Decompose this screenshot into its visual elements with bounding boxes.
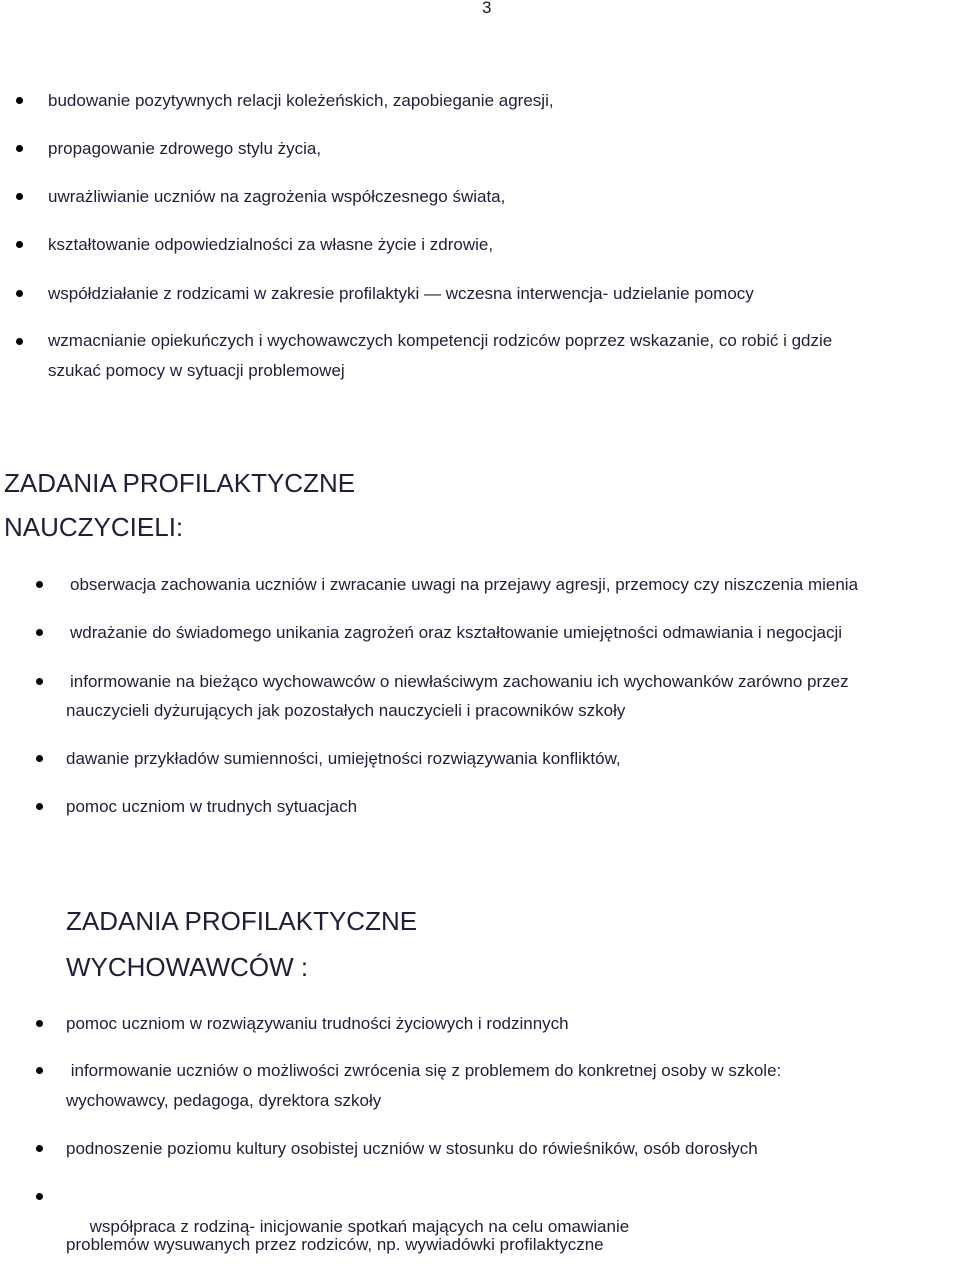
list-item: budowanie pozytywnych relacji koleżeńskich, zapobieganie agresji, bbox=[48, 91, 554, 110]
bullet-icon bbox=[16, 97, 23, 104]
list-item: dawanie przykładów sumienności, umiejętności rozwiązywania konfliktów, bbox=[66, 749, 621, 768]
list-item: współdziałanie z rodzicami w zakresie profilaktyki — wczesna interwencja- udzielanie pomocy bbox=[48, 284, 754, 303]
bullet-icon bbox=[16, 338, 23, 345]
list-item: propagowanie zdrowego stylu życia, bbox=[48, 139, 322, 158]
trailing-paragraph: problemów wysuwanych przez rodziców, np. wywiadówki profilaktyczne bbox=[66, 1235, 604, 1254]
section-heading-teachers-sub: NAUCZYCIELI: bbox=[4, 512, 184, 542]
list-item: wdrażanie do świadomego unikania zagrożeń oraz kształtowanie umiejętności odmawiania i negocjacji bbox=[70, 623, 843, 642]
list-item: podnoszenie poziomu kultury osobistej uczniów w stosunku do rówieśników, osób dorosłych bbox=[66, 1139, 758, 1158]
section-heading-educators-sub: WYCHOWAWCÓW : bbox=[66, 952, 309, 982]
section-heading-educators: ZADANIA PROFILAKTYCZNE bbox=[66, 906, 418, 936]
bullet-icon bbox=[16, 145, 23, 152]
bullet-icon bbox=[16, 193, 23, 200]
bullet-icon bbox=[36, 1193, 43, 1200]
bullet-icon bbox=[36, 1145, 43, 1152]
list-item: obserwacja zachowania uczniów i zwracanie uwagi na przejawy agresji, przemocy czy niszczenia mienia bbox=[70, 575, 859, 594]
bullet-icon bbox=[36, 755, 43, 762]
bullet-icon bbox=[16, 241, 23, 248]
bullet-icon bbox=[36, 803, 43, 810]
page-number: 3 bbox=[482, 0, 492, 17]
list-item: uwrażliwianie uczniów na zagrożenia współczesnego świata, bbox=[48, 187, 506, 206]
list-item: kształtowanie odpowiedzialności za własne życie i zdrowie, bbox=[48, 235, 494, 254]
list-item: pomoc uczniom w trudnych sytuacjach bbox=[66, 797, 358, 816]
bullet-icon bbox=[36, 1020, 43, 1027]
bullet-icon bbox=[36, 678, 43, 685]
bullet-icon bbox=[36, 581, 43, 588]
bullet-icon bbox=[16, 290, 23, 297]
section-heading-teachers: ZADANIA PROFILAKTYCZNE bbox=[4, 468, 356, 498]
bullet-icon bbox=[36, 1067, 43, 1074]
list-item: pomoc uczniom w rozwiązywaniu trudności życiowych i rodzinnych bbox=[66, 1014, 569, 1033]
bullet-icon bbox=[36, 629, 43, 636]
list-item: współpraca z rodziną- inicjowanie spotkań mających na celu omawianie bbox=[84, 1217, 630, 1236]
